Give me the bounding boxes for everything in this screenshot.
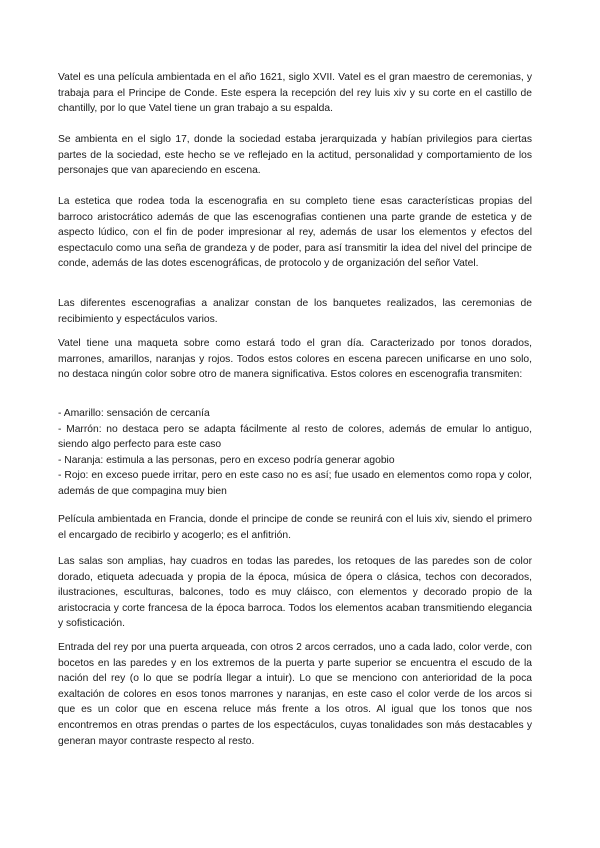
list-item-naranja: - Naranja: estimula a las personas, pero en exceso podría generar agobio [58, 454, 395, 466]
paragraph-model: Vatel tiene una maqueta sobre como estará todo el gran día. Caracterizado por tonos dorados, marrones, amarillos, naranjas y rojos. Todos estos colores en escena parecen unificarse en uno solo, no destaca ningún color sobre otro de manera significativa. Estos colores en escenografia transmiten: [58, 338, 532, 381]
list-item-marron: - Marrón: no destaca pero se adapta fácilmente al resto de colores, además de emular lo antiguo, siendo algo perfecto para este caso [58, 423, 532, 451]
paragraph-intro: Vatel es una película ambientada en el año 1621, siglo XVII. Vatel es el gran maestro de ceremonias, y trabaja para el Principe de Conde. Este espera la recepción del rey luis xiv y su corte en el castillo de chantilly, por lo que Vatel tiene un gran trabajo a su espalda. [58, 72, 532, 115]
paragraph-setting: Se ambienta en el siglo 17, donde la sociedad estaba jerarquizada y habían privilegios para ciertas partes de la sociedad, este hecho se ve reflejado en la actitud, personalidad y comportamiento de los personajes que van apareciendo en escena. [58, 134, 532, 177]
paragraph-halls: Las salas son amplias, hay cuadros en todas las paredes, los retoques de las paredes son de color dorado, etiqueta adecuada y propia de la época, música de ópera o clásica, techos con decorados, ilustraciones, esculturas, balcones, todo es muy cláisco, con elementos y decorado propio de la aristocracia y corte francesa de la época barroca. Todos los elementos acaban transmitiendo elegancia y sofisticación. [58, 556, 532, 630]
paragraph-scenographies: Las diferentes escenografias a analizar constan de los banquetes realizados, las ceremonias de recibimiento y espectáculos varios. [58, 298, 532, 325]
paragraph-france: Película ambientada en Francia, donde el principe de conde se reunirá con el luis xiv, siendo el primero el encargado de recibirlo y acogerlo; es el anfitrión. [58, 514, 532, 541]
paragraph-entrance: Entrada del rey por una puerta arqueada, con otros 2 arcos cerrados, uno a cada lado, color verde, con bocetos en las paredes y en los extremos de la puerta y parte superior se encuentra el escudo de la nación del rey (o lo que se podría llegar a intuir). Lo que se menciono con anterioridad de la poca exaltación de colores en esos tonos marrones y naranjas, en este caso el color verde de los arcos si que es un color que en escena reluce más frente a los otros. Al igual que los tonos que nos encontremos en otras prendas o partes de los espectáculos, cuyas tonalidades son más destacables y generan mayor contraste respecto al resto. [58, 642, 532, 747]
paragraph-aesthetics: La estetica que rodea toda la escenografia en su completo tiene esas características propias del barroco aristocrático además de que las escenografias contienen una parte grande de estetica y de aspecto lúdico, con el fin de poder impresionar al rey, además de usar los elementos y efectos del espectaculo como una seña de grandeza y de poder, para así transmitir la idea del nivel del principe de conde, además de las dotes escenográficas, de protocolo y de organización del señor Vatel. [58, 196, 532, 270]
list-item-amarillo: - Amarillo: sensación de cercanía [58, 408, 210, 419]
list-item-rojo: - Rojo: en exceso puede irritar, pero en este caso no es así; fue usado en elementos como ropa y color, además de que compagina muy bien [58, 470, 532, 497]
color-list [58, 406, 532, 500]
